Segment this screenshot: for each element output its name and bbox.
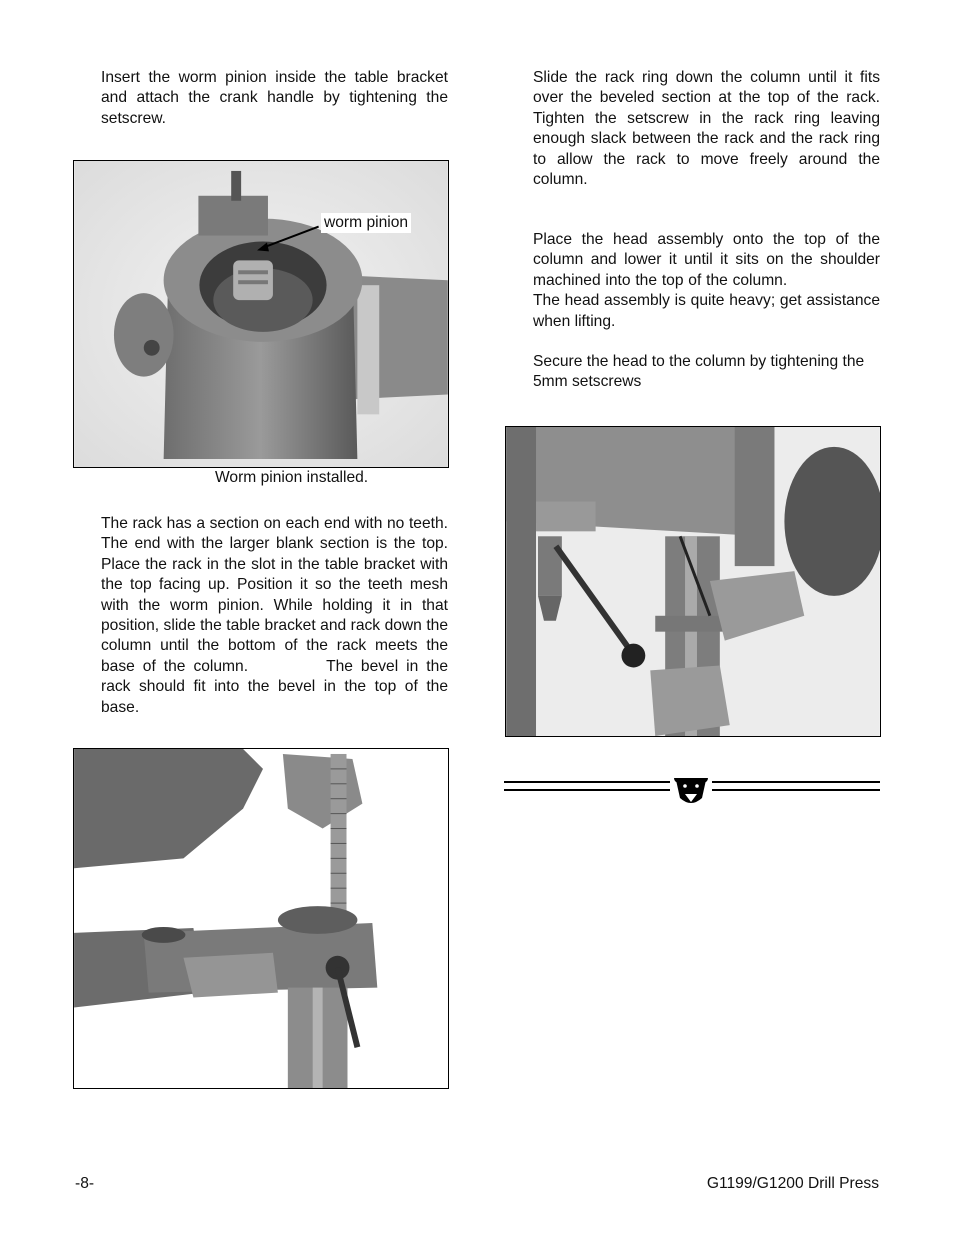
page-number: -8- [75,1175,95,1192]
right-paragraph-1: Slide the rack ring down the column until it fits over the beveled section at the top of the rack. Tighten the setscrew in the rack ring leaving enough slack between the rack and the rack ring to allow the rack to move freely around the column. [533,69,880,189]
head-assembly-photo [505,426,881,737]
rack-install-image [74,749,448,1088]
section-divider [504,778,880,808]
head-weight-note: The head assembly is quite heavy; get assistance when lifting. [533,292,880,330]
bear-head-icon [674,778,708,803]
left-paragraph-1: Insert the worm pinion inside the table bracket and attach the crank handle by tightening the setscrew. [101,69,448,127]
model-name: G1199/G1200 Drill Press [706,1175,879,1192]
rack-install-photo [73,748,449,1089]
head-placement-instructions: Place the head assembly onto the top of the column and lower it until it sits on the shoulder machined into the top of the column. [533,231,880,289]
right-paragraph-3: Secure the head to the column by tightening the 5mm setscrews [533,353,865,391]
rack-bevel-note: The bevel in the rack should fit into the bevel in the top of the base. [101,657,448,716]
table-bracket-image [74,161,448,467]
drill-head-image [506,427,880,736]
rack-instructions: The rack has a section on each end with no teeth. The end with the larger blank section is the top. Place the rack in the slot in the table bracket with the top facing up. Position it so the teeth mesh with the worm pinion. While holding it in that position, slide the table bracket and rack down the column until the bottom of the rack meets the base of the column. [101,515,448,675]
worm-pinion-callout: worm pinion [321,213,411,233]
figure-caption: Worm pinion installed. [215,469,369,486]
right-paragraph-2 [533,230,880,332]
left-paragraph-2 [101,514,448,718]
worm-pinion-photo [73,160,449,468]
